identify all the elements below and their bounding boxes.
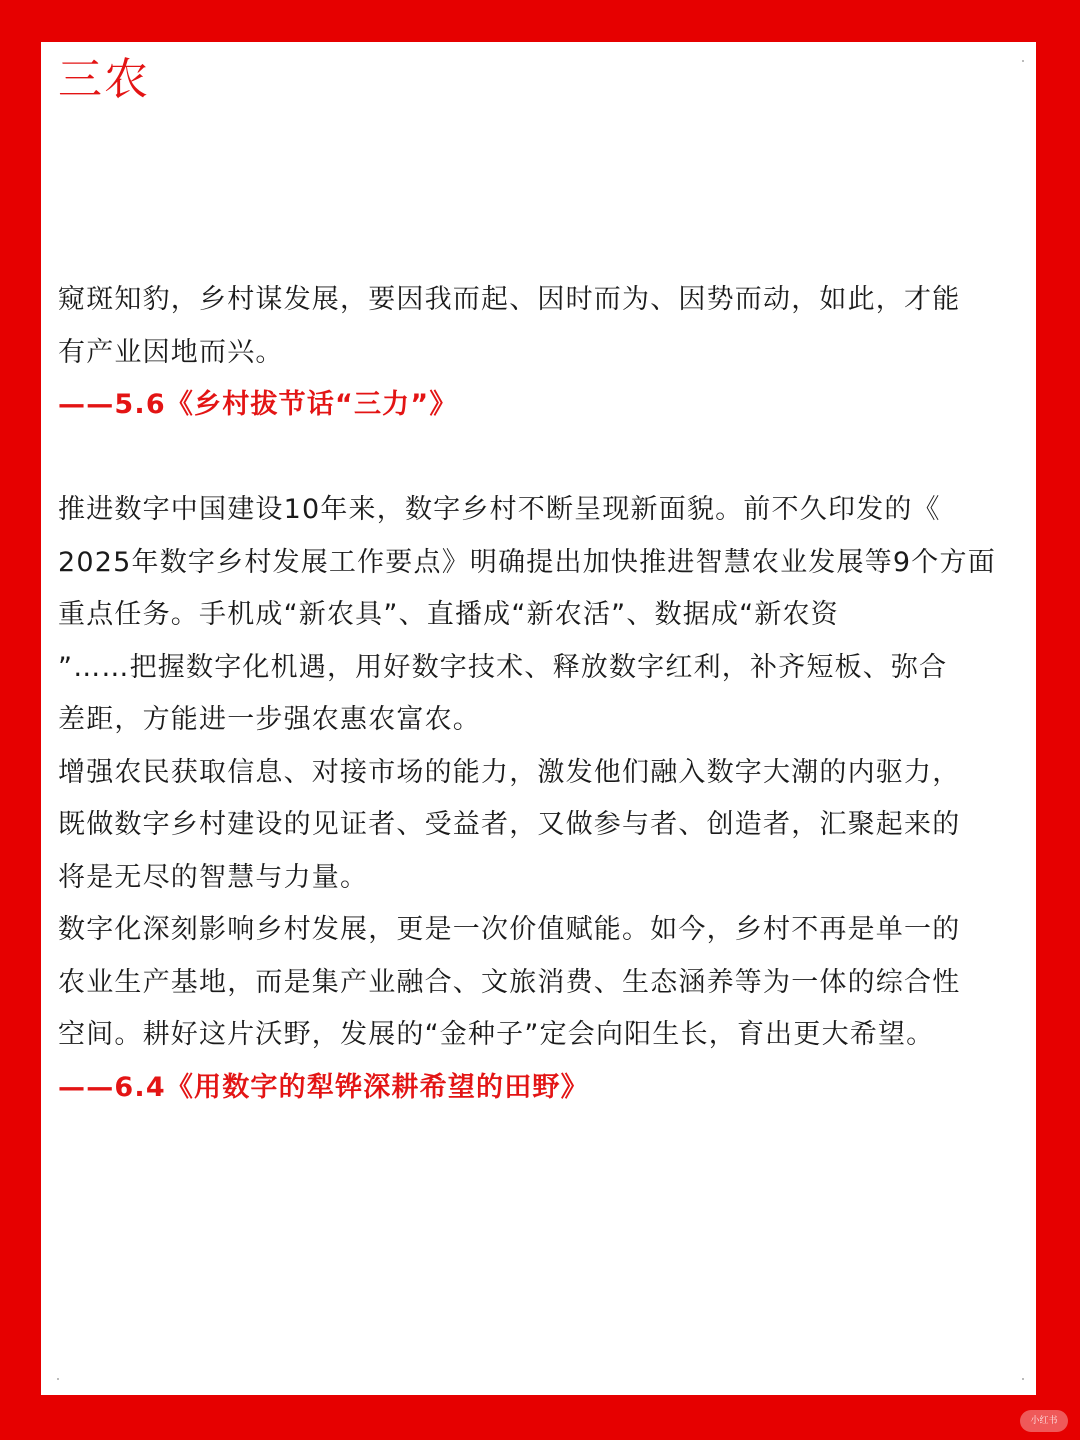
paragraph	[58, 747, 1030, 905]
paragraph	[58, 274, 1030, 379]
text-line: 将是无尽的智慧与力量。	[58, 861, 369, 893]
content-card	[41, 42, 1036, 1395]
corner-mark	[1022, 1378, 1024, 1380]
text-line: 2025年数字乡村发展工作要点》明确提出加快推进智慧农业发展等9个方面	[58, 546, 996, 578]
paragraph	[58, 484, 1030, 747]
watermark-logo: 小红书	[1020, 1410, 1068, 1432]
paragraph	[58, 904, 1030, 1062]
source-citation: ——6.4《用数字的犁铧深耕希望的田野》	[58, 1071, 589, 1103]
source-citation: ——5.6《乡村拔节话“三力”》	[58, 389, 458, 420]
text-line: 增强农民获取信息、对接市场的能力，激发他们融入数字大潮的内驱力，	[58, 756, 961, 788]
text-line: 重点任务。手机成“新农具”、直播成“新农活”、数据成“新农资	[58, 599, 839, 630]
text-line: 窥斑知豹，乡村谋发展，要因我而起、因时而为、因势而动，如此，才能	[58, 284, 961, 315]
text-line: 差距，方能进一步强农惠农富农。	[58, 704, 481, 735]
article-body	[58, 274, 1030, 1114]
text-line: 推进数字中国建设10年来，数字乡村不断呈现新面貌。前不久印发的《	[58, 494, 941, 525]
spacer	[58, 432, 1030, 485]
text-line: 空间。耕好这片沃野，发展的“金种子”定会向阳生长，育出更大希望。	[58, 1019, 935, 1050]
text-line: 既做数字乡村建设的见证者、受益者，又做参与者、创造者，汇聚起来的	[58, 809, 961, 840]
text-line: 有产业因地而兴。	[58, 336, 284, 368]
page-title: 三农	[58, 54, 150, 105]
corner-mark	[1022, 60, 1024, 62]
text-line: 数字化深刻影响乡村发展，更是一次价值赋能。如今，乡村不再是单一的	[58, 914, 961, 945]
text-line: 农业生产基地，而是集产业融合、文旅消费、生态涵养等为一体的综合性	[58, 966, 961, 998]
corner-mark	[57, 1378, 59, 1380]
text-line: ”……把握数字化机遇，用好数字技术、释放数字红利，补齐短板、弥合	[58, 651, 948, 683]
